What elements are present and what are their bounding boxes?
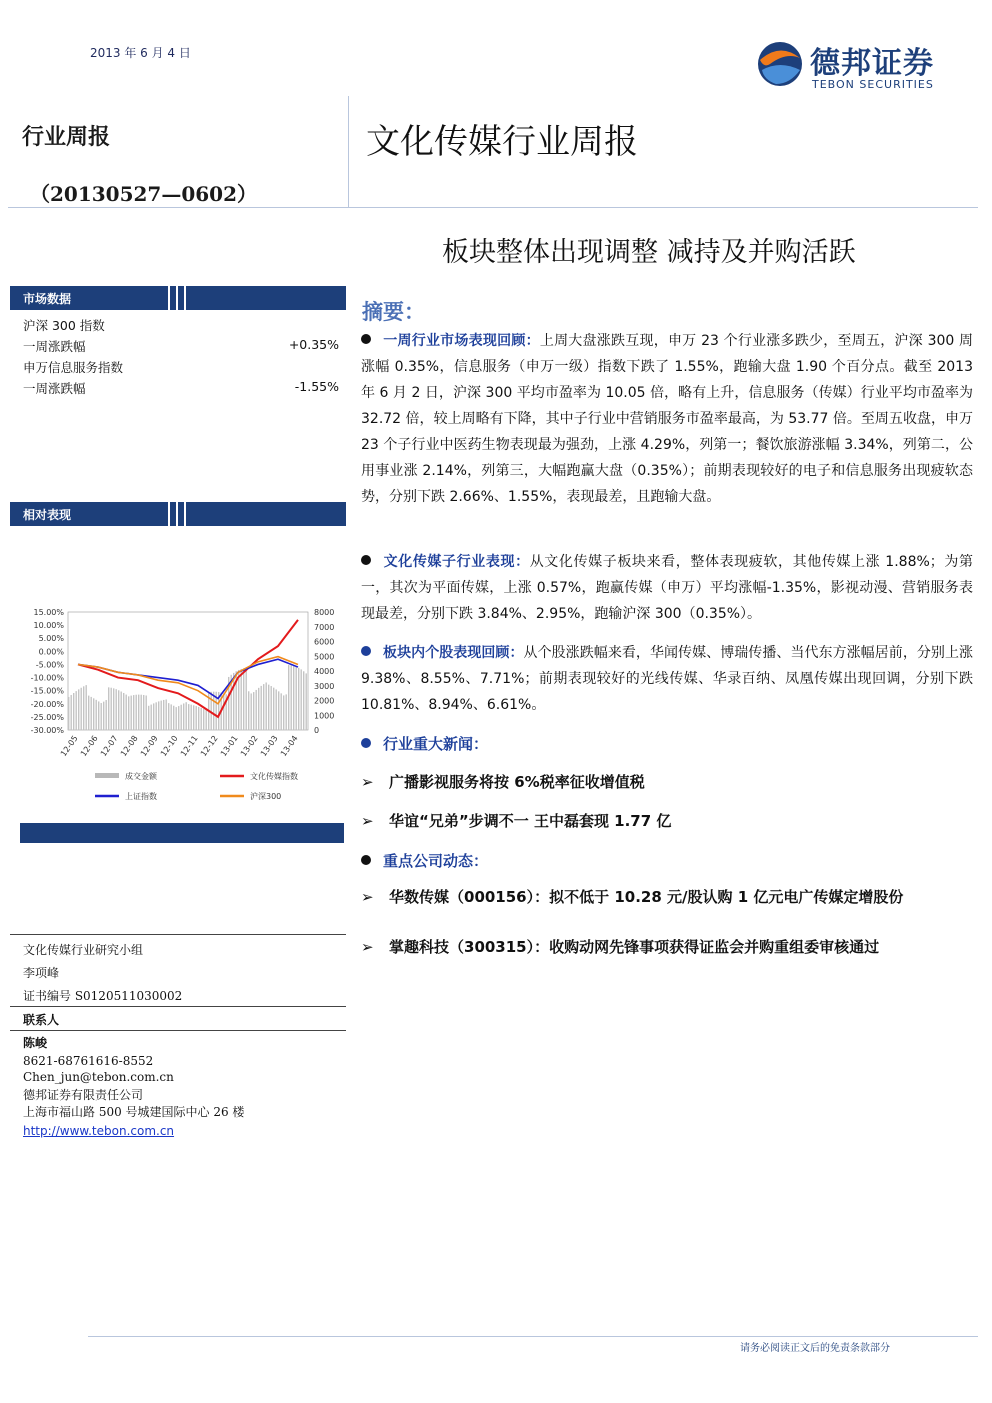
volume-bar [86, 685, 87, 730]
volume-bar [96, 700, 97, 730]
contact-name: 陈峻 [23, 1036, 48, 1050]
volume-bar [233, 673, 234, 730]
volume-bar [273, 688, 274, 730]
left-tick-label: 10.00% [33, 621, 64, 631]
legend-swatch [95, 773, 119, 778]
company-item: ➢ 华数传媒（000156）：拟不低于 10.28 元/股认购 1 亿元电广传媒定增股份 [361, 888, 904, 906]
volume-bar [186, 702, 187, 730]
volume-bar [168, 703, 169, 730]
company-name: 德邦证券有限责任公司 [23, 1088, 144, 1102]
volume-bar [163, 700, 164, 730]
right-tick-label: 1000 [314, 711, 335, 721]
x-tick-label: 12-09 [138, 733, 160, 759]
volume-bar [263, 684, 264, 730]
volume-bar [166, 699, 167, 730]
volume-bar [116, 689, 117, 730]
volume-bar [288, 665, 289, 730]
volume-bar [78, 689, 79, 730]
news-item: ➢ 广播影视服务将按 6%税率征收增值税 [361, 773, 645, 791]
volume-bar [258, 688, 259, 730]
volume-bar [91, 697, 92, 730]
volume-bar [196, 706, 197, 730]
left-tick-label: -5.00% [35, 660, 64, 670]
volume-bar [113, 688, 114, 730]
arrow-icon: ➢ [361, 938, 374, 956]
volume-bar [98, 701, 99, 730]
website-link[interactable]: http://www.tebon.com.cn [23, 1124, 175, 1138]
volume-bar [111, 688, 112, 730]
market-row: 一周涨跌幅 -1.55% [23, 379, 339, 396]
news-heading: 行业重大新闻： [361, 733, 488, 754]
left-tick-label: -30.00% [30, 726, 64, 735]
volume-bar [146, 695, 147, 730]
market-row: 一周涨跌幅 +0.35% [23, 337, 339, 354]
volume-bar [143, 695, 144, 730]
volume-bar [106, 700, 107, 730]
header-divider [348, 96, 349, 208]
left-tick-label: -25.00% [30, 712, 64, 722]
volume-bar [296, 667, 297, 730]
bullet-icon [361, 855, 371, 865]
website-link-wrap [23, 1124, 174, 1138]
header-rule [8, 207, 978, 208]
volume-bar [181, 705, 182, 730]
volume-bar [261, 686, 262, 730]
cert-number: 证书编号 S0120511030002 [23, 989, 183, 1003]
volume-bar [108, 687, 109, 730]
chart-footer-bar [20, 823, 344, 843]
volume-bar [256, 690, 257, 730]
right-tick-label: 4000 [314, 667, 335, 676]
volume-bar [191, 705, 192, 730]
contact-rule [10, 1006, 346, 1007]
volume-bar [293, 666, 294, 730]
chart-legend [95, 771, 298, 801]
volume-bar [306, 673, 307, 730]
volume-bar [158, 701, 159, 730]
contact-rule [10, 1030, 346, 1031]
volume-bar [141, 695, 142, 730]
volume-bar [193, 705, 194, 730]
right-tick-label: 6000 [314, 637, 335, 647]
volume-bar [128, 696, 129, 730]
contact-rule [10, 934, 346, 935]
left-tick-label: -10.00% [30, 673, 64, 683]
right-tick-label: 5000 [314, 652, 335, 662]
company-item: ➢ 掌趣科技（300315）：收购动网先锋事项获得证监会并购重组委审核通过 [361, 938, 880, 956]
news-item: ➢ 华谊“兄弟”步调不一 王中磊套现 1.77 亿 [361, 812, 672, 830]
volume-bar [198, 707, 199, 730]
volume-bar [268, 685, 269, 730]
volume-bar [73, 693, 74, 730]
report-date: 2013 年 6 月 4 日 [90, 46, 191, 60]
volume-bar [291, 665, 292, 730]
footer-disclaimer: 请务必阅读正文后的免责条款部分 [740, 1343, 890, 1354]
volume-bar [283, 695, 284, 730]
contact-email: Chen_jun@tebon.com.cn [23, 1070, 174, 1084]
volume-bar [206, 710, 207, 730]
volume-bar [271, 686, 272, 730]
left-tick-label: -20.00% [30, 699, 64, 709]
volume-bar [278, 691, 279, 730]
volume-bar [178, 706, 179, 730]
volume-bar [213, 692, 214, 730]
volume-bar [148, 706, 149, 730]
volume-bar [301, 669, 302, 730]
relative-performance-title: 相对表现 [23, 508, 72, 522]
volume-bar [126, 695, 127, 730]
volume-bar [176, 707, 177, 730]
x-tick-label: 12-06 [78, 733, 100, 759]
team-name: 文化传媒行业研究小组 [23, 943, 144, 957]
right-tick-label: 2000 [314, 696, 335, 706]
volume-bar [81, 688, 82, 730]
legend-label: 成交金额 [125, 772, 157, 781]
x-tick-label: 12-12 [198, 733, 220, 759]
volume-bar [103, 702, 104, 730]
market-data-title: 市场数据 [23, 292, 72, 306]
volume-bar [298, 668, 299, 730]
legend-label: 沪深300 [250, 792, 282, 801]
volume-bar [251, 693, 252, 730]
left-tick-label: 0.00% [38, 647, 64, 657]
volume-bar [303, 671, 304, 730]
volume-bar [123, 693, 124, 730]
company-address: 上海市福山路 500 号城建国际中心 26 楼 [23, 1105, 245, 1119]
volume-bar [161, 701, 162, 730]
summary-heading: 摘要： [362, 300, 425, 324]
volume-bar [118, 690, 119, 730]
volume-bar [156, 702, 157, 730]
summary-paragraph-1: 一周行业市场表现回顾：上周大盘涨跌互现，申万 23 个行业涨多跌少，至周五，沪深 300 周涨幅 0.35%，信息服务（申万一级）指数下跌了 1.55%，跑输大盘 1.90 个百分点。截至 2013 年 6 月 2 日，沪深 300 平均市盈率为 10.05 倍，略有上升，信息服务（传媒）行业平均市盈率为 32.72 倍，较上周略有下降，其中子行业中营销服务市盈率最高，为 53.77 倍。至周五收盘，申万 23 个子行业中医药生物表现最为强劲，上涨 4.29%，列第一；餐饮旅游涨幅 3.34%，列第二，公用事业涨 2.14%，列第三，大幅跑赢大盘（0.35%）；前期表现较好的电子和信息服务出现疲软态势，分别下跌 2.66%、1.55%，表现最差，且跑输大盘。 [361, 333, 973, 505]
bullet-icon [361, 738, 371, 748]
contact-phone: 8621-68761616-8552 [23, 1054, 154, 1068]
volume-bar [153, 703, 154, 730]
x-tick-label: 12-05 [58, 733, 80, 759]
tebon-logo-icon [756, 40, 804, 88]
left-tick-label: 15.00% [33, 608, 64, 617]
volume-bar [93, 698, 94, 730]
bullet-icon [361, 555, 371, 565]
volume-bar [223, 693, 224, 730]
legend-label: 上证指数 [125, 792, 157, 801]
analyst-name: 李项峰 [23, 966, 60, 980]
volume-bar [248, 691, 249, 730]
arrow-icon: ➢ [361, 888, 374, 906]
tebon-logo [756, 38, 956, 98]
report-type: 行业周报 [22, 125, 111, 150]
volume-bar [266, 683, 267, 730]
market-row: 申万信息服务指数 [23, 360, 124, 375]
right-tick-label: 7000 [314, 622, 335, 632]
x-tick-label: 13-03 [258, 733, 280, 759]
volume-bar [188, 704, 189, 730]
volume-bar [253, 692, 254, 730]
summary-paragraph-3: 板块内个股表现回顾：从个股涨跌幅来看，华闻传媒、博瑞传播、当代东方涨幅居前，分别上涨 9.38%、8.55%、7.71%；前期表现较好的光线传媒、华录百纳、凤凰传媒出现回调，分别下跌 10.81%、8.94%、6.61%。 [361, 645, 974, 713]
headline: 板块整体出现调整 减持及并购活跃 [442, 237, 856, 268]
volume-bar [71, 695, 72, 730]
volume-bar [138, 695, 139, 730]
volume-bar [286, 694, 287, 730]
bullet-icon [361, 334, 371, 344]
legend-label: 文化传媒指数 [250, 772, 298, 781]
volume-bar [121, 692, 122, 730]
volume-bar [173, 706, 174, 730]
left-tick-label: 5.00% [38, 634, 64, 644]
volume-bar [151, 705, 152, 730]
right-tick-label: 8000 [314, 608, 335, 617]
volume-bar [131, 696, 132, 730]
volume-bar [281, 693, 282, 730]
footer-rule [88, 1336, 978, 1337]
logo-en-text: TEBON SECURITIES [812, 78, 934, 91]
x-tick-label: 12-08 [118, 733, 140, 759]
volume-bar [201, 708, 202, 730]
volume-bar [88, 696, 89, 730]
volume-bar [211, 692, 212, 730]
volume-bar [101, 703, 102, 730]
volume-bar [133, 695, 134, 730]
company-heading: 重点公司动态： [361, 850, 488, 871]
x-tick-label: 12-11 [178, 733, 200, 759]
x-tick-label: 13-01 [218, 733, 240, 759]
market-data-bar [10, 286, 346, 310]
volume-bar [276, 689, 277, 730]
volume-bar [83, 686, 84, 730]
logo-cn-text: 德邦证券 [810, 46, 934, 81]
arrow-icon: ➢ [361, 812, 374, 830]
volume-bar [243, 668, 244, 730]
volume-bar [136, 695, 137, 730]
x-tick-label: 12-10 [158, 733, 180, 759]
market-row: 沪深 300 指数 [23, 318, 105, 333]
x-tick-label: 12-07 [98, 733, 120, 759]
summary-paragraph-2: 文化传媒子行业表现：从文化传媒子板块来看，整体表现疲软，其他传媒上涨 1.88%；为第一，其次为平面传媒，上涨 0.57%，跑赢传媒（申万）平均涨幅-1.35%，影视动漫、营销服务表现最差，分别下跌 3.84%、2.95%，跑输沪深 300（0.35%）。 [361, 554, 973, 622]
relative-performance-chart [20, 600, 350, 810]
right-tick-label: 0 [314, 726, 320, 735]
volume-bar [68, 697, 69, 730]
right-tick-label: 3000 [314, 681, 335, 691]
volume-bar [241, 669, 242, 730]
volume-bar [171, 704, 172, 730]
volume-bar [76, 691, 77, 730]
volume-bar [203, 709, 204, 730]
x-tick-label: 13-02 [238, 733, 260, 759]
volume-bar [183, 703, 184, 730]
page-title: 文化传媒行业周报 [366, 122, 638, 162]
bullet-icon [361, 646, 371, 656]
left-tick-label: -15.00% [30, 686, 64, 696]
relative-performance-bar [10, 502, 346, 526]
contact-label: 联系人 [23, 1013, 60, 1027]
volume-bar [246, 668, 247, 730]
x-tick-label: 13-04 [278, 733, 300, 759]
arrow-icon: ➢ [361, 773, 374, 791]
date-range: （20130527—0602） [30, 182, 257, 206]
